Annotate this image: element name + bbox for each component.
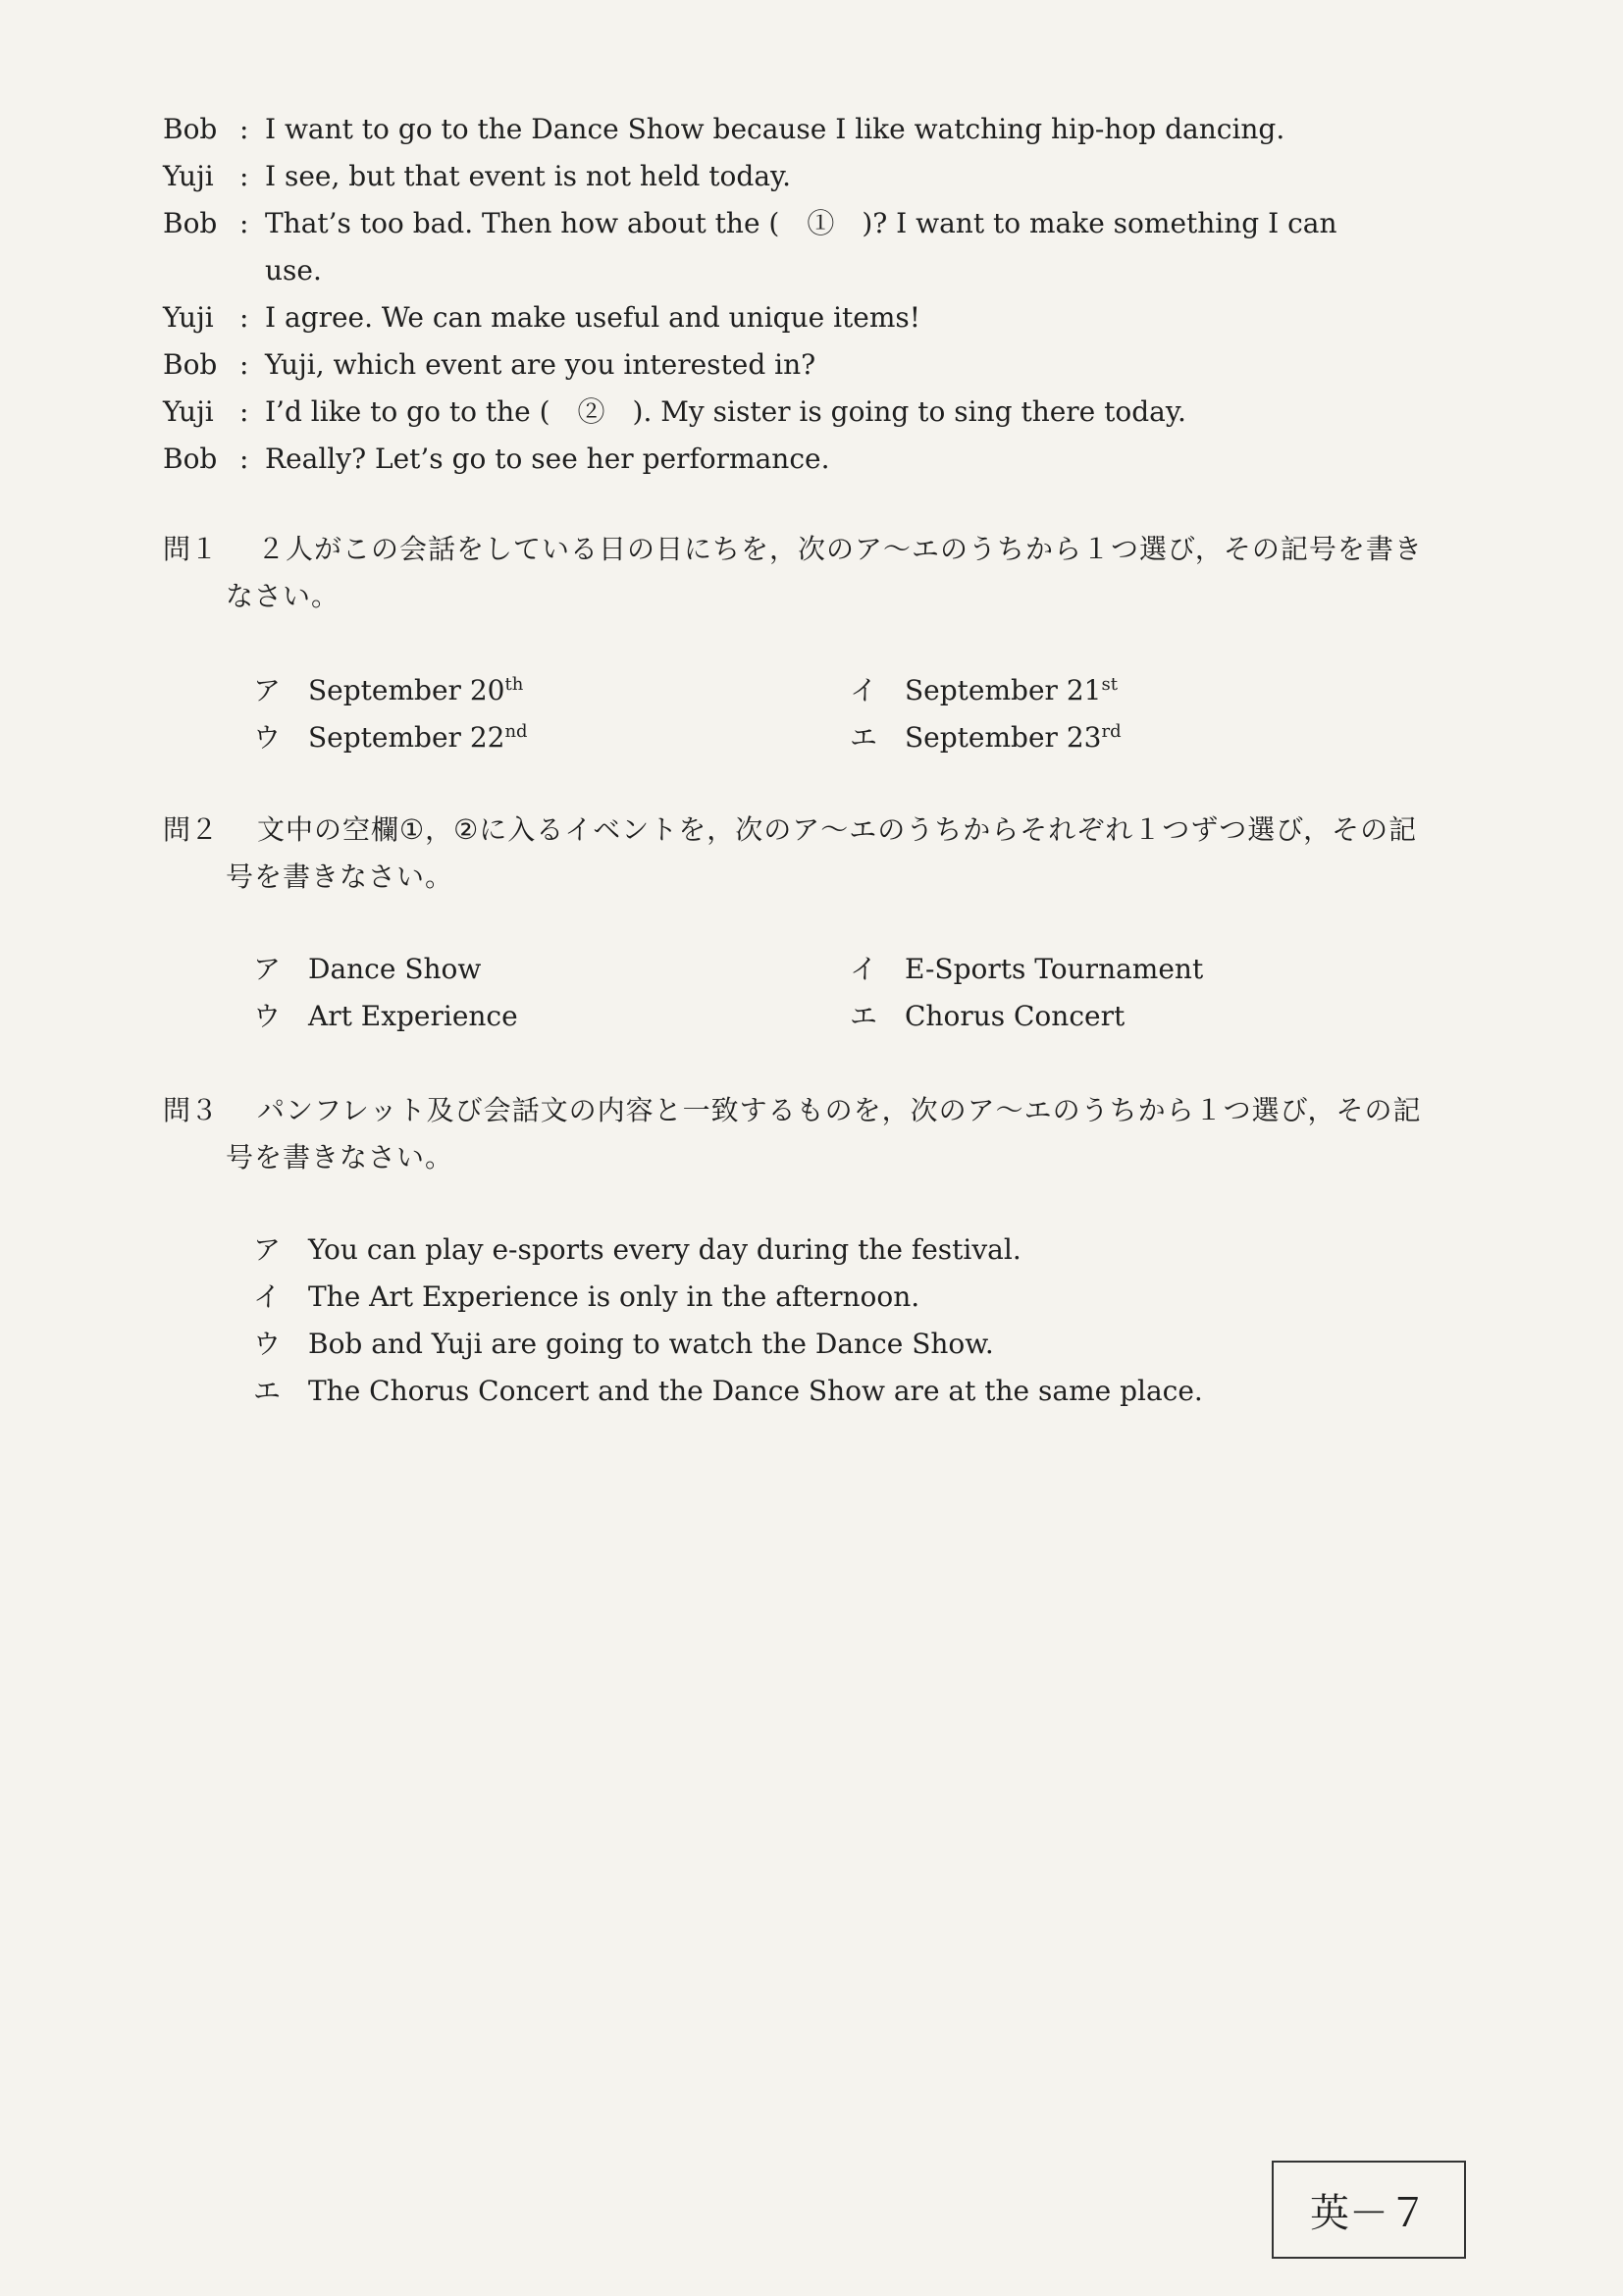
option-u [253,1321,994,1368]
page-number-box: 英－７ [1272,2161,1466,2259]
option-e [253,1368,1203,1415]
option-u [253,714,528,761]
option-a [253,667,523,714]
option-text: You can play e-sports every day during the festival. [308,1233,1021,1266]
speaker-name: Yuji [163,160,214,192]
option-text: September 22 [308,721,505,754]
option-e [850,714,1122,761]
speaker-name: Yuji [163,301,214,334]
option-i [850,946,1203,993]
option-text: Chorus Concert [905,1000,1126,1032]
option-i [850,667,1118,714]
question-number: 問２ [163,813,219,846]
ordinal-suffix: st [1101,674,1118,695]
question-text-cont: なさい。 [226,580,340,612]
utterance-text: Really? Let’s go to see her performance. [265,443,830,475]
option-key: イ [850,953,878,985]
option-key: イ [850,674,878,706]
utterance-text: I see, but that event is not held today. [265,160,792,192]
option-text: The Art Experience is only in the afternoon. [308,1280,920,1313]
utterance-text: I agree. We can make useful and unique items! [265,301,921,334]
option-text: Bob and Yuji are going to watch the Dance Show. [308,1328,994,1360]
question-text: パンフレット及び会話文の内容と一致するものを，次のア～エのうちから１つ選び，その記 [257,1094,1422,1126]
utterance-text: I want to go to the Dance Show because I like watching hip-hop dancing. [265,113,1285,145]
utterance-text: Yuji, which event are you interested in? [265,348,816,381]
option-key: ウ [253,1328,282,1360]
option-key: ウ [253,1000,282,1032]
question-1 [163,526,1478,620]
option-a [253,946,481,993]
ordinal-suffix: rd [1101,721,1122,742]
speaker-name: Bob [163,348,218,381]
ordinal-suffix: nd [504,721,528,742]
option-text: Dance Show [308,953,482,985]
speaker-colon: : [239,207,249,239]
question-2 [163,807,1478,901]
speaker-colon: : [239,348,249,381]
option-key: エ [850,1000,878,1032]
option-key: ア [253,674,282,706]
question-3 [163,1087,1478,1181]
question-number: 問３ [163,1094,219,1126]
option-text: E-Sports Tournament [905,953,1204,985]
option-key: ア [253,953,282,985]
option-key: エ [850,721,878,754]
option-key: ア [253,1233,282,1266]
speaker-colon: : [239,301,249,334]
option-a [253,1226,1021,1274]
speaker-colon: : [239,113,249,145]
option-key: ウ [253,721,282,754]
speaker-name: Yuji [163,395,214,428]
question-number: 問１ [163,533,219,565]
option-key: イ [253,1280,282,1313]
option-u [253,993,518,1040]
option-text: September 21 [905,674,1102,706]
speaker-name: Bob [163,207,218,239]
speaker-colon: : [239,160,249,192]
option-e [850,993,1125,1040]
utterance-text: That’s too bad. Then how about the ( ① )? I want to make something I can [265,207,1337,239]
question-text: ２人がこの会話をしている日の日にちを，次のア～エのうちから１つ選び，その記号を書き [257,533,1423,565]
speaker-colon: : [239,395,249,428]
speaker-colon: : [239,443,249,475]
question-text-cont: 号を書きなさい。 [226,861,454,893]
speaker-name: Bob [163,113,218,145]
option-i [253,1274,919,1321]
utterance-text: I’d like to go to the ( ② ). My sister is going to sing there today. [265,395,1186,428]
ordinal-suffix: th [504,674,524,695]
option-text: September 20 [308,674,505,706]
option-text: September 23 [905,721,1102,754]
speaker-name: Bob [163,443,218,475]
question-text-cont: 号を書きなさい。 [226,1141,454,1174]
option-text: The Chorus Concert and the Dance Show are at the same place. [308,1375,1203,1407]
question-text: 文中の空欄①，②に入るイベントを，次のア～エのうちからそれぞれ１つずつ選び，その記 [257,813,1418,846]
option-key: エ [253,1375,282,1407]
utterance-continuation: use. [265,254,322,287]
option-text: Art Experience [308,1000,518,1032]
